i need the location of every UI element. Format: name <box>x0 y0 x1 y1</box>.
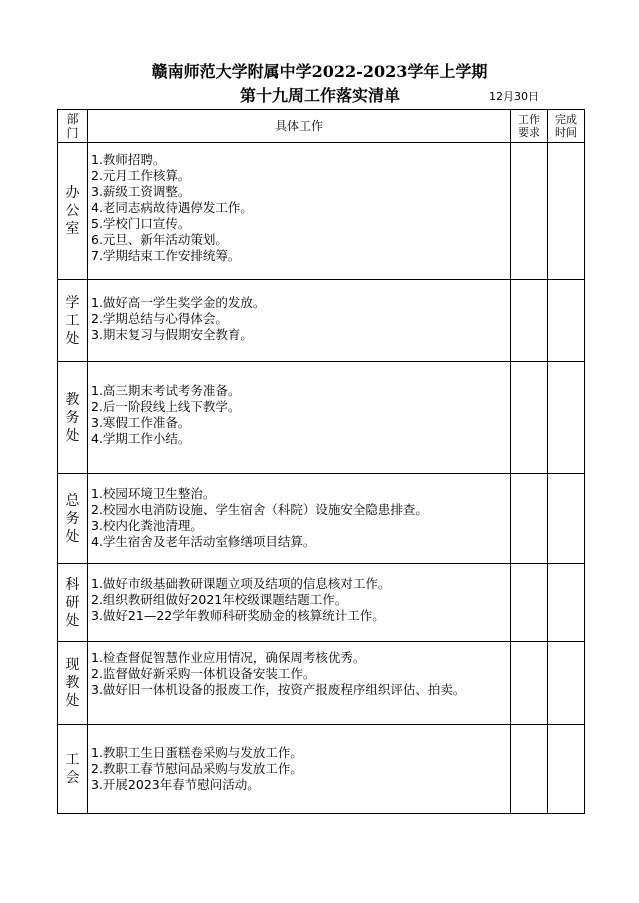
dept-char: 务 <box>65 409 80 426</box>
requirement-cell <box>511 564 548 642</box>
header-completion <box>548 110 585 143</box>
dept-char: 室 <box>65 221 80 237</box>
work-cell <box>88 362 511 474</box>
work-item: 4.学生宿舍及老年活动室修缮项目结算。 <box>91 534 316 549</box>
header-requirement-line: 要求 <box>518 126 540 139</box>
work-item: 3.校内化粪池清理。 <box>91 518 203 533</box>
dept-cell <box>58 564 88 642</box>
work-table <box>57 109 585 814</box>
work-item: 3.薪级工资调整。 <box>91 184 191 199</box>
work-item: 1.教师招聘。 <box>91 152 166 167</box>
work-item: 5.学校门口宣传。 <box>91 216 191 231</box>
dept-cell <box>58 642 88 725</box>
requirement-cell <box>511 725 548 814</box>
section-row <box>58 564 585 642</box>
dept-cell <box>58 725 88 814</box>
section-row <box>58 725 585 814</box>
dept-char: 处 <box>65 427 80 444</box>
dept-char: 总 <box>65 492 80 509</box>
dept-char: 研 <box>65 594 80 611</box>
work-cell <box>88 725 511 814</box>
requirement-cell <box>511 280 548 362</box>
dept-char: 会 <box>65 770 80 786</box>
work-item: 1.做好高一学生奖学金的发放。 <box>91 295 266 310</box>
dept-char: 工 <box>65 752 80 768</box>
work-item: 6.元旦、新年活动策划。 <box>91 232 228 247</box>
work-item: 3.期末复习与假期安全教育。 <box>91 327 253 342</box>
work-item: 3.做好旧一体机设备的报废工作，按资产报废程序组织评估、拍卖。 <box>91 682 466 697</box>
requirement-cell <box>511 642 548 725</box>
header-completion-line: 完成 <box>555 113 577 126</box>
completion-cell <box>548 474 585 564</box>
requirement-cell <box>511 362 548 474</box>
requirement-cell <box>511 474 548 564</box>
dept-cell <box>58 143 88 280</box>
dept-cell <box>58 474 88 564</box>
completion-cell <box>548 280 585 362</box>
work-item: 3.寒假工作准备。 <box>91 415 191 430</box>
completion-cell <box>548 642 585 725</box>
completion-cell <box>548 362 585 474</box>
document-subtitle: 第十九周工作落实清单 <box>240 86 401 105</box>
section-row <box>58 362 585 474</box>
header-dept-char: 门 <box>66 126 79 140</box>
work-item: 2.组织教研组做好2021年校级课题结题工作。 <box>91 592 348 607</box>
work-item: 4.老同志病故待遇停发工作。 <box>91 200 253 215</box>
section-row <box>58 143 585 280</box>
table-header-row <box>58 110 585 143</box>
work-item: 2.学期总结与心得体会。 <box>91 311 228 326</box>
header-completion-line: 时间 <box>555 126 577 139</box>
work-item: 2.校园水电消防设施、学生宿舍（科院）设施安全隐患排查。 <box>91 502 428 517</box>
work-cell <box>88 642 511 725</box>
dept-char: 务 <box>65 510 80 527</box>
work-item: 1.校园环境卫生整治。 <box>91 486 216 501</box>
completion-cell <box>548 725 585 814</box>
completion-cell <box>548 564 585 642</box>
requirement-cell <box>511 143 548 280</box>
dept-char: 教 <box>65 391 80 408</box>
work-item: 4.学期工作小结。 <box>91 431 191 446</box>
dept-char: 工 <box>65 312 80 329</box>
work-item: 2.教职工春节慰问品采购与发放工作。 <box>91 761 303 776</box>
dept-cell <box>58 280 88 362</box>
header-requirement <box>511 110 548 143</box>
work-cell <box>88 564 511 642</box>
dept-char: 教 <box>65 675 80 691</box>
work-item: 1.检查督促智慧作业应用情况，确保周考核优秀。 <box>91 650 366 665</box>
dept-char: 处 <box>65 330 80 347</box>
dept-char: 学 <box>65 294 80 311</box>
work-item: 3.开展2023年春节慰问活动。 <box>91 777 260 792</box>
work-item: 1.做好市级基础教研课题立项及结项的信息核对工作。 <box>91 576 391 591</box>
dept-char: 现 <box>65 657 80 673</box>
work-item: 3.做好21—22学年教师科研奖励金的核算统计工作。 <box>91 608 385 623</box>
header-dept-char: 部 <box>66 112 79 126</box>
date-label: 12月30日 <box>489 90 539 103</box>
dept-char: 科 <box>65 576 80 593</box>
document-title: 赣南师范大学附属中学2022-2023学年上学期 <box>151 62 488 81</box>
dept-char: 办 <box>65 185 80 201</box>
work-cell <box>88 280 511 362</box>
work-item: 1.教职工生日蛋糕卷采购与发放工作。 <box>91 745 303 760</box>
section-row <box>58 642 585 725</box>
work-cell <box>88 474 511 564</box>
dept-char: 处 <box>65 693 80 709</box>
section-row <box>58 280 585 362</box>
dept-cell <box>58 362 88 474</box>
header-work: 具体工作 <box>88 110 511 143</box>
dept-char: 处 <box>65 612 80 629</box>
work-item: 2.元月工作核算。 <box>91 168 191 183</box>
work-cell <box>88 143 511 280</box>
dept-char: 公 <box>65 203 80 219</box>
work-item: 7.学期结束工作安排统筹。 <box>91 248 241 263</box>
work-item: 2.后一阶段线上线下教学。 <box>91 399 241 414</box>
completion-cell <box>548 143 585 280</box>
work-item: 2.监督做好新采购一体机设备安装工作。 <box>91 666 316 681</box>
header-requirement-line: 工作 <box>518 113 540 126</box>
section-row <box>58 474 585 564</box>
dept-char: 处 <box>65 528 80 545</box>
header-dept <box>58 110 88 143</box>
work-item: 1.高三期末考试考务准备。 <box>91 383 241 398</box>
